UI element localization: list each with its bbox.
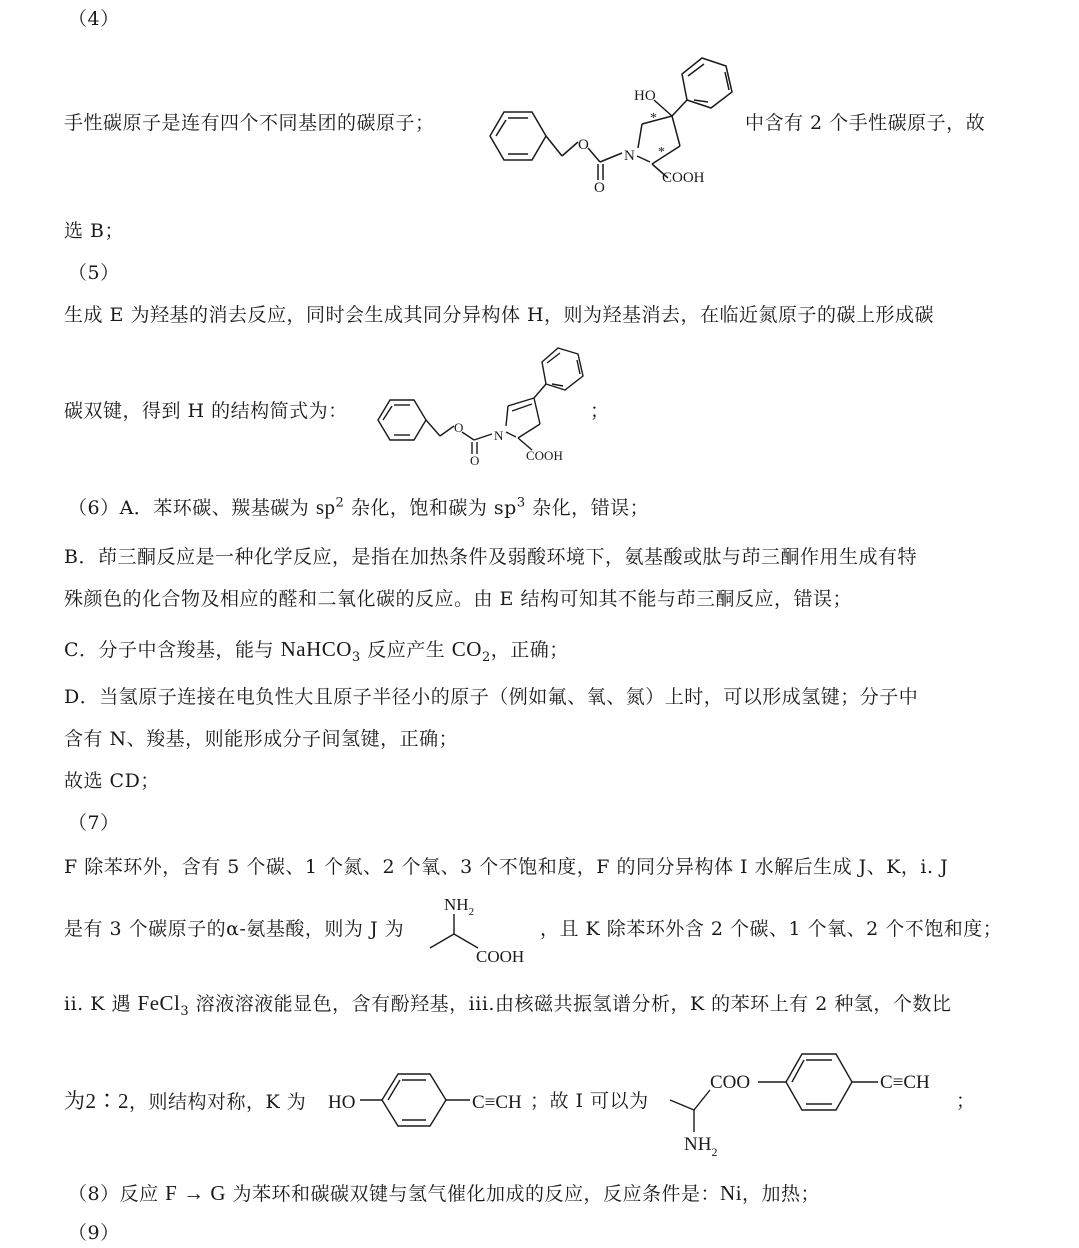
i-amino-label: $NH_2$ xyxy=(684,1134,718,1159)
ester-oxygen-label: O xyxy=(578,137,589,153)
section-9-heading: （9） xyxy=(68,1222,120,1244)
hydroxyl-label: HO xyxy=(634,88,656,104)
section-8-text: （8）反应 F → G 为苯环和碳碳双键与氢气催化加成的反应，反应条件是：Ni，加热； xyxy=(68,1181,821,1205)
k-hydroxyl-label: HO xyxy=(328,1092,356,1113)
molecule-h xyxy=(372,340,592,470)
k-alkyne-label: C≡CH xyxy=(472,1092,522,1113)
h-carboxyl-label: COOH xyxy=(526,448,563,463)
nitrogen-label: N xyxy=(624,148,635,164)
option-d-text-1: D．当氢原子连接在电负性大且原子半径小的原子（例如氟、氧、氮）上时，可以形成氢键；分子中 xyxy=(64,686,919,708)
alanine-carboxyl-label: COOH xyxy=(476,947,525,966)
section-5-heading: （5） xyxy=(68,262,120,284)
amino-label: $NH_2$ xyxy=(444,895,475,918)
semicolon-5: ； xyxy=(590,400,610,422)
semicolon-7: ； xyxy=(956,1090,976,1112)
option-c-text: C．分子中含羧基，能与 NaHCO$_3$ 反应产生 $CO_2$，正确； xyxy=(64,637,569,665)
molecule-alanine xyxy=(420,890,550,970)
i-alkyne-label: C≡CH xyxy=(880,1072,930,1093)
isomer-f-text: F 除苯环外，含有 5 个碳、1 个氮、2 个氧、3 个不饱和度，F 的同分异构体 I 水解后生成 J、K，i. J xyxy=(64,856,949,878)
section-7-heading: （7） xyxy=(68,812,120,834)
k-description-text: ，且 K 除苯环外含 2 个碳、1 个氧、2 个不饱和度； xyxy=(540,918,1003,940)
chiral-carbon-text: 手性碳原子是连有四个不同基团的碳原子； xyxy=(64,112,435,134)
chiral-star-2: * xyxy=(658,145,665,160)
chiral-carbon-count-text: 中含有 2 个手性碳原子，故 xyxy=(745,112,986,134)
molecule-k xyxy=(324,1060,554,1140)
option-b-text-2: 殊颜色的化合物及相应的醛和二氧化碳的反应。由 E 结构可知其不能与茚三酮反应，错误； xyxy=(64,588,852,610)
molecule-chiral-proline xyxy=(482,52,742,202)
amino-acid-j-text: 是有 3 个碳原子的α-氨基酸，则为 J 为 xyxy=(64,918,405,940)
carbonyl-oxygen-label: O xyxy=(594,180,605,196)
isomer-i-text: ；故 I 可以为 xyxy=(530,1090,649,1112)
section-4-heading: （4） xyxy=(68,8,120,30)
answer-4-text: 选 B； xyxy=(64,220,125,242)
molecule-i xyxy=(660,1040,960,1160)
chiral-star-1: * xyxy=(650,111,657,126)
carboxyl-label: COOH xyxy=(662,170,705,186)
structure-h-text: 碳双键，得到 H 的结构简式为： xyxy=(64,400,348,422)
option-a-text: （6）A．苯环碳、羰基碳为 $sp^2$ 杂化，饱和碳为 $sp^3$ 杂化，错误； xyxy=(68,495,650,519)
h-carbonyl-oxygen-label: O xyxy=(470,453,480,468)
ester-coo-label: COO xyxy=(710,1072,751,1093)
ferric-chloride-text: ii. K 遇 FeCl$_3$ 溶液溶液能显色，含有酚羟基，iii.由核磁共振氢谱分析，K 的苯环上有 2 种氢，个数比 xyxy=(64,991,952,1019)
ratio-text: 为2∶2，则结构对称，K 为 xyxy=(64,1089,307,1113)
h-ester-oxygen-label: O xyxy=(454,420,464,435)
answer-6-text: 故选 CD； xyxy=(64,770,160,792)
option-b-text-1: B．茚三酮反应是一种化学反应，是指在加热条件及弱酸环境下，氨基酸或肽与茚三酮作用生成有特 xyxy=(64,546,917,568)
elimination-text: 生成 E 为羟基的消去反应，同时会生成其同分异构体 H，则为羟基消去，在临近氮原子的碳上形成碳 xyxy=(64,304,935,326)
option-d-text-2: 含有 N、羧基，则能形成分子间氢键，正确； xyxy=(64,728,459,750)
h-nitrogen-label: N xyxy=(494,428,504,443)
